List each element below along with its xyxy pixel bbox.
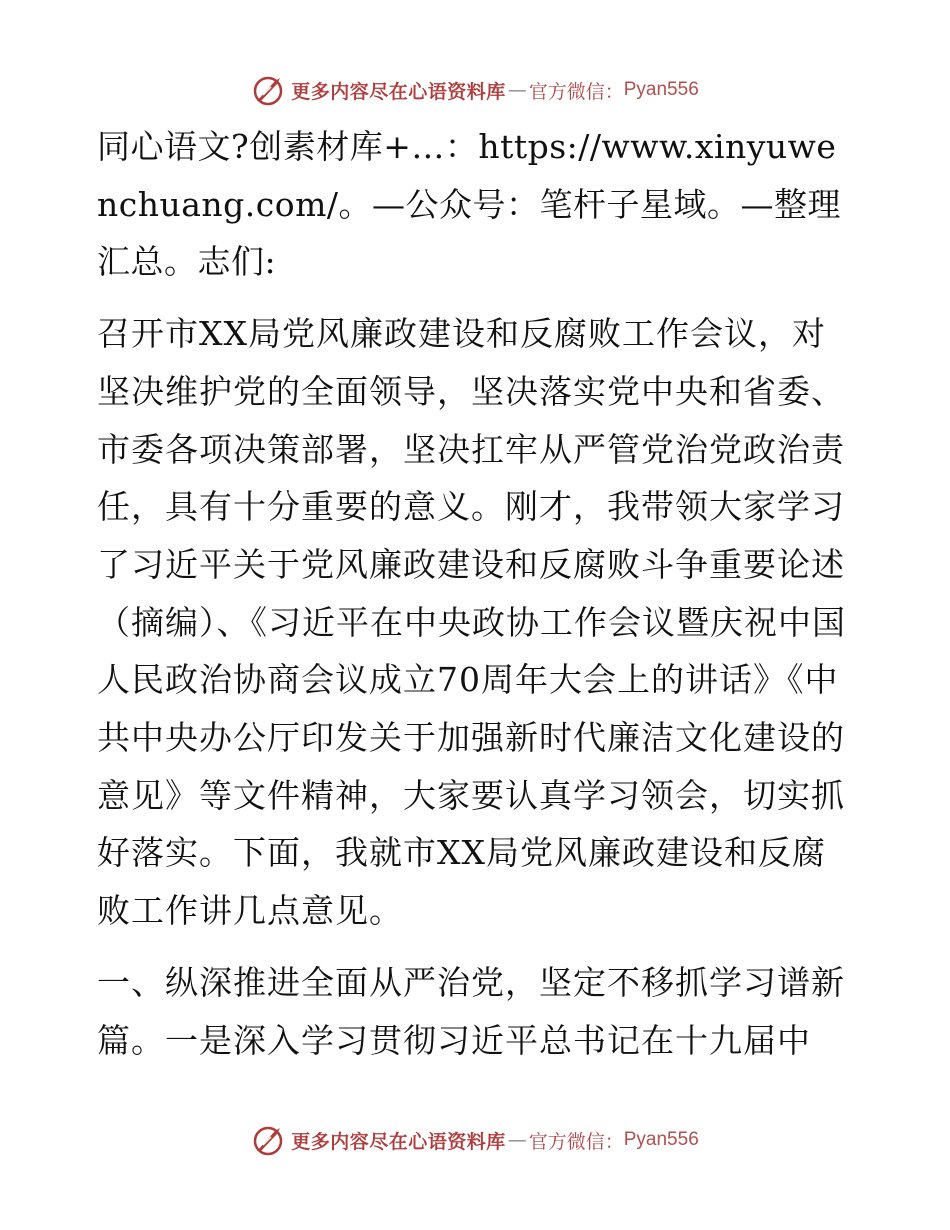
banner-separator: — (507, 1129, 527, 1151)
quill-pen-logo-icon (251, 1123, 285, 1157)
quill-pen-logo-icon (251, 73, 285, 107)
section-one-paragraph: 一、纵深推进全面从严治党，坚定不移抓学习谱新篇。一是深入学习贯彻习近平总书记在十九届中 (97, 962, 845, 1060)
footer-banner (0, 1120, 950, 1160)
intro-paragraph: 同心语文?创素材库+…：https://www.xinyuwenchuang.com/。—公众号：笔杆子星域。—整理汇总。志们: (97, 127, 842, 282)
banner-wechat-label: 官方微信： (528, 1130, 624, 1153)
banner-wechat-id: Pyan556 (623, 79, 699, 100)
banner-main-text: 更多内容尽在心语资料库 (291, 1130, 506, 1153)
banner-wechat-label: 官方微信： (528, 80, 624, 103)
header-banner (0, 70, 950, 110)
banner-main-text: 更多内容尽在心语资料库 (291, 80, 506, 103)
banner-wechat-id: Pyan556 (623, 1129, 699, 1150)
document-body (97, 118, 857, 1083)
banner-separator: — (507, 79, 527, 101)
opening-paragraph: 召开市XX局党风廉政建设和反腐败工作会议，对坚决维护党的全面领导，坚决落实党中央和省委、市委各项决策部署，坚决扛牢从严管党治党政治责任，具有十分重要的意义。刚才，我带领大家学习了习近平关于党风廉政建设和反腐败斗争重要论述（摘编）、《习近平在中央政协工作会议暨庆祝中国人民政治协商会议成立70周年大会上的讲话》《中共中央办公厅印发关于加强新时代廉洁文化建设的意见》等文件精神，大家要认真学习领会，切实抓好落实。下面，我就市XX局党风廉政建设和反腐败工作讲几点意见。 (97, 314, 846, 931)
